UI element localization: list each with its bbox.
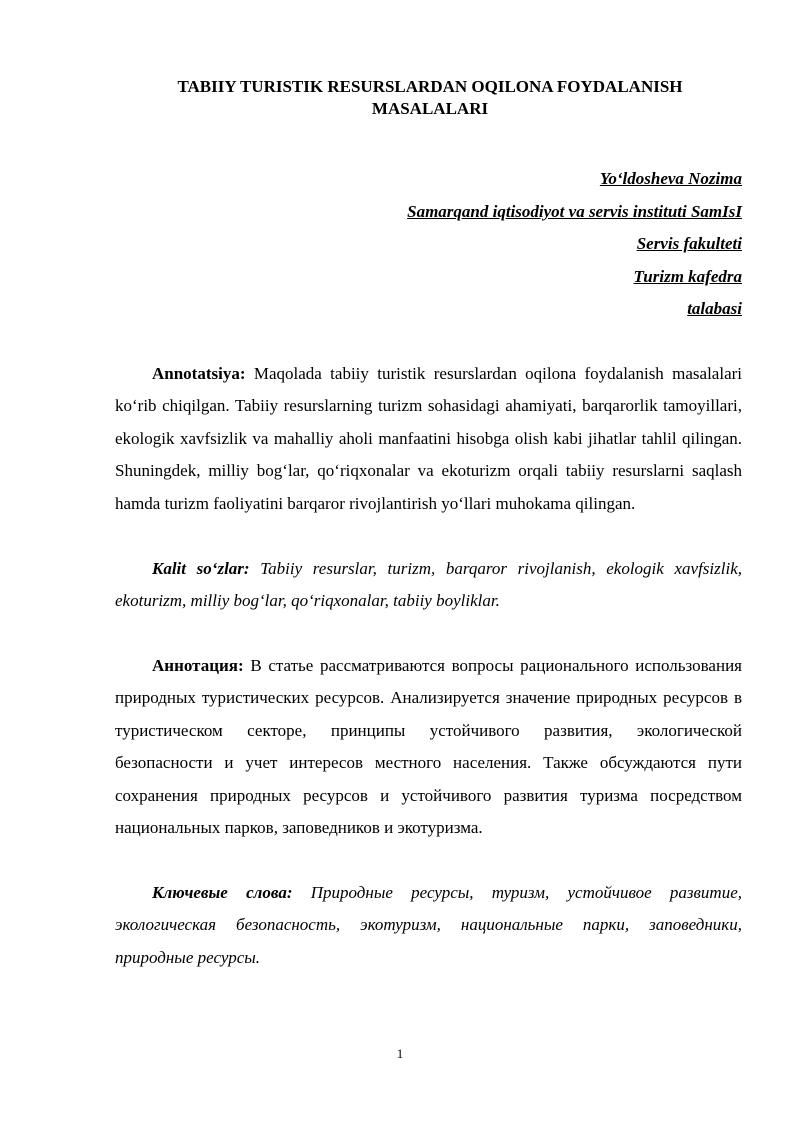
page-number: 1 [396, 1046, 404, 1061]
abstract-uz [115, 358, 742, 520]
paper-title-line-1: TABIIY TURISTIK RESURSLARDAN OQILONA FOYDALANISH [177, 77, 683, 96]
author-department: Turizm kafedra [633, 267, 742, 286]
keywords-ru-text: Природные ресурсы, туризм, устойчивое развитие, экологическая безопасность, экотуризм, национальные парки, заповедники, природные ресурсы. [115, 883, 742, 967]
keywords-ru [115, 877, 742, 974]
paper-title-line-2: MASALALARI [371, 99, 489, 118]
keywords-uz-label: Kalit so‘zlar: [152, 559, 250, 578]
author-faculty: Servis fakulteti [636, 234, 742, 253]
keywords-uz-text: Tabiiy resurslar, turizm, barqaror rivojlanish, ekologik xavfsizlik, ekoturizm, milliy bog‘lar, qo‘riqxonalar, tabiiy boyliklar. [115, 559, 743, 611]
abstract-ru-text: В статье рассматриваются вопросы рационального использования природных туристических ресурсов. Анализируется значение природных ресурсов в туристическом секторе, принципы устойчивого развития, экологической безопасности и учет интересов местного населения. Также обсуждаются пути сохранения природных ресурсов и устойчивого развития туризма посредством национальных парков, заповедников и экотуризма. [115, 656, 742, 838]
keywords-uz [115, 553, 742, 618]
abstract-ru-label: Аннотация: [152, 656, 244, 675]
author-institute: Samarqand iqtisodiyot va servis instituti SamIsI [407, 202, 742, 221]
abstract-ru [115, 650, 742, 844]
abstract-uz-text: Maqolada tabiiy turistik resurslardan oqilona foydalanish masalalari ko‘rib chiqilgan. Tabiiy resurslarning turizm sohasidagi ahamiyati, barqarorlik tamoyillari, ekologik xavfsizlik va mahalliy aholi manfaatini hisobga olish kabi jihatlar tahlil qilingan. Shuningdek, milliy bog‘lar, qo‘riqxonalar va ekoturizm orqali tabiiy resurslarni saqlash hamda turizm faoliyatini barqaror rivojlantirish yo‘llari muhokama qilingan. [115, 364, 742, 513]
author-name: Yo‘ldosheva Nozima [599, 169, 742, 188]
keywords-ru-label: Ключевые слова: [152, 883, 293, 902]
author-status: talabasi [687, 299, 742, 318]
paper-title [110, 76, 750, 120]
abstract-uz-label: Annotatsiya: [152, 364, 246, 383]
